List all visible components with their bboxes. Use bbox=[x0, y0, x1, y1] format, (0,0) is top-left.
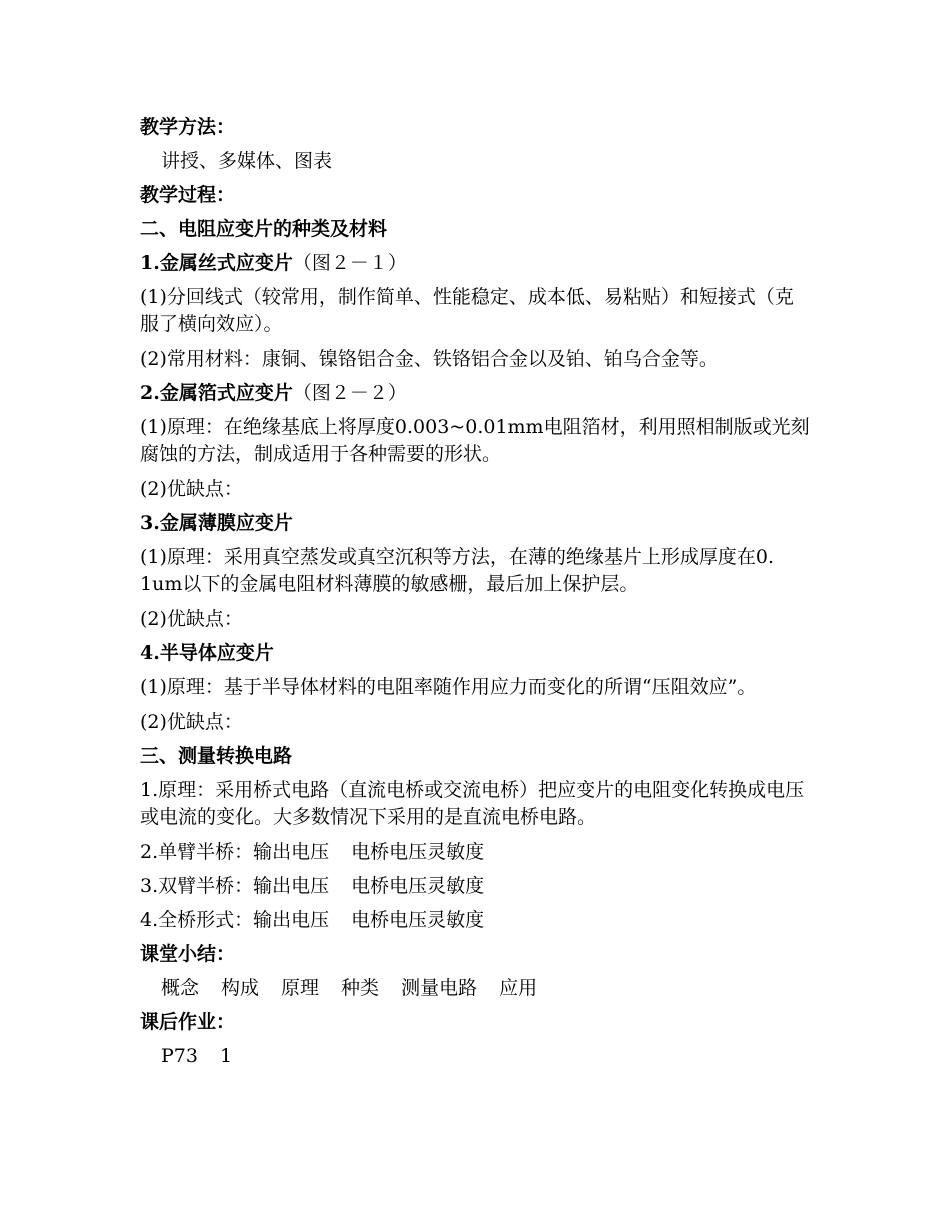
double-arm-output: 3.双臂半桥：输出电压 bbox=[140, 875, 330, 897]
circuit-full-bridge bbox=[140, 907, 812, 933]
circuit-double-arm bbox=[140, 873, 812, 899]
s2-title: 2.金属箔式应变片 bbox=[140, 382, 293, 404]
s3-title: 3.金属薄膜应变片 bbox=[140, 512, 293, 534]
s2-figure-ref: （图２－２） bbox=[292, 382, 407, 404]
single-arm-sensitivity: 电桥电压灵敏度 bbox=[351, 841, 485, 863]
homework-assignment bbox=[140, 1043, 812, 1069]
section3-heading: 三、测量转换电路 bbox=[140, 745, 293, 767]
teaching-method-value: 讲授、多媒体、图表 bbox=[161, 150, 333, 172]
s1-paragraph-1: (1)分回线式（较常用，制作简单、性能稳定、成本低、易粘贴）和短接式（克服了横向效应）。 bbox=[140, 286, 794, 335]
s2-paragraph-1: (1)原理：在绝缘基底上将厚度0.003~0.01mm电阻箔材，利用照相制版或光刻腐蚀的方法，制成适用于各种需要的形状。 bbox=[140, 416, 810, 465]
full-bridge-sensitivity: 电桥电压灵敏度 bbox=[351, 909, 485, 931]
teaching-process-heading: 教学过程： bbox=[140, 184, 236, 206]
summary-heading: 课堂小结： bbox=[140, 943, 236, 965]
section2-heading: 二、电阻应变片的种类及材料 bbox=[140, 218, 388, 240]
s1-figure-ref: （图２－１） bbox=[292, 252, 407, 274]
summary-item: 测量电路 bbox=[401, 977, 478, 999]
s4-title: 4.半导体应变片 bbox=[140, 642, 274, 664]
s2-title-row bbox=[140, 380, 812, 406]
s3-paragraph-1: (1)原理：采用真空蒸发或真空沉积等方法，在薄的绝缘基片上形成厚度在0. 1um以下的金属电阻材料薄膜的敏感栅，最后加上保护层。 bbox=[140, 546, 775, 595]
s4-paragraph-2: (2)优缺点： bbox=[140, 711, 243, 733]
homework-page: P73 bbox=[161, 1045, 198, 1067]
double-arm-sensitivity: 电桥电压灵敏度 bbox=[351, 875, 485, 897]
full-bridge-output: 4.全桥形式：输出电压 bbox=[140, 909, 330, 931]
document-body bbox=[140, 114, 812, 1077]
s2-paragraph-2: (2)优缺点： bbox=[140, 478, 243, 500]
homework-item: 1 bbox=[219, 1045, 233, 1067]
summary-item: 构成 bbox=[221, 977, 260, 999]
summary-item: 应用 bbox=[499, 977, 538, 999]
summary-item: 种类 bbox=[341, 977, 380, 999]
summary-item: 原理 bbox=[281, 977, 320, 999]
summary-item: 概念 bbox=[161, 977, 200, 999]
teaching-method-heading: 教学方法： bbox=[140, 116, 236, 138]
s1-paragraph-2: (2)常用材料：康铜、镍铬铝合金、铁铬铝合金以及铂、铂乌合金等。 bbox=[140, 348, 718, 370]
single-arm-output: 2.单臂半桥：输出电压 bbox=[140, 841, 330, 863]
s4-paragraph-1: (1)原理：基于半导体材料的电阻率随作用应力而变化的所谓“压阻效应”。 bbox=[140, 676, 757, 698]
homework-heading: 课后作业： bbox=[140, 1011, 236, 1033]
s1-title-row bbox=[140, 250, 812, 276]
circuit-principle: 1.原理：采用桥式电路（直流电桥或交流电桥）把应变片的电阻变化转换成电压或电流的变化。大多数情况下采用的是直流电桥电路。 bbox=[140, 779, 805, 828]
summary-items bbox=[140, 975, 812, 1001]
circuit-single-arm bbox=[140, 839, 812, 865]
s3-paragraph-2: (2)优缺点： bbox=[140, 608, 243, 630]
s1-title: 1.金属丝式应变片 bbox=[140, 252, 293, 274]
